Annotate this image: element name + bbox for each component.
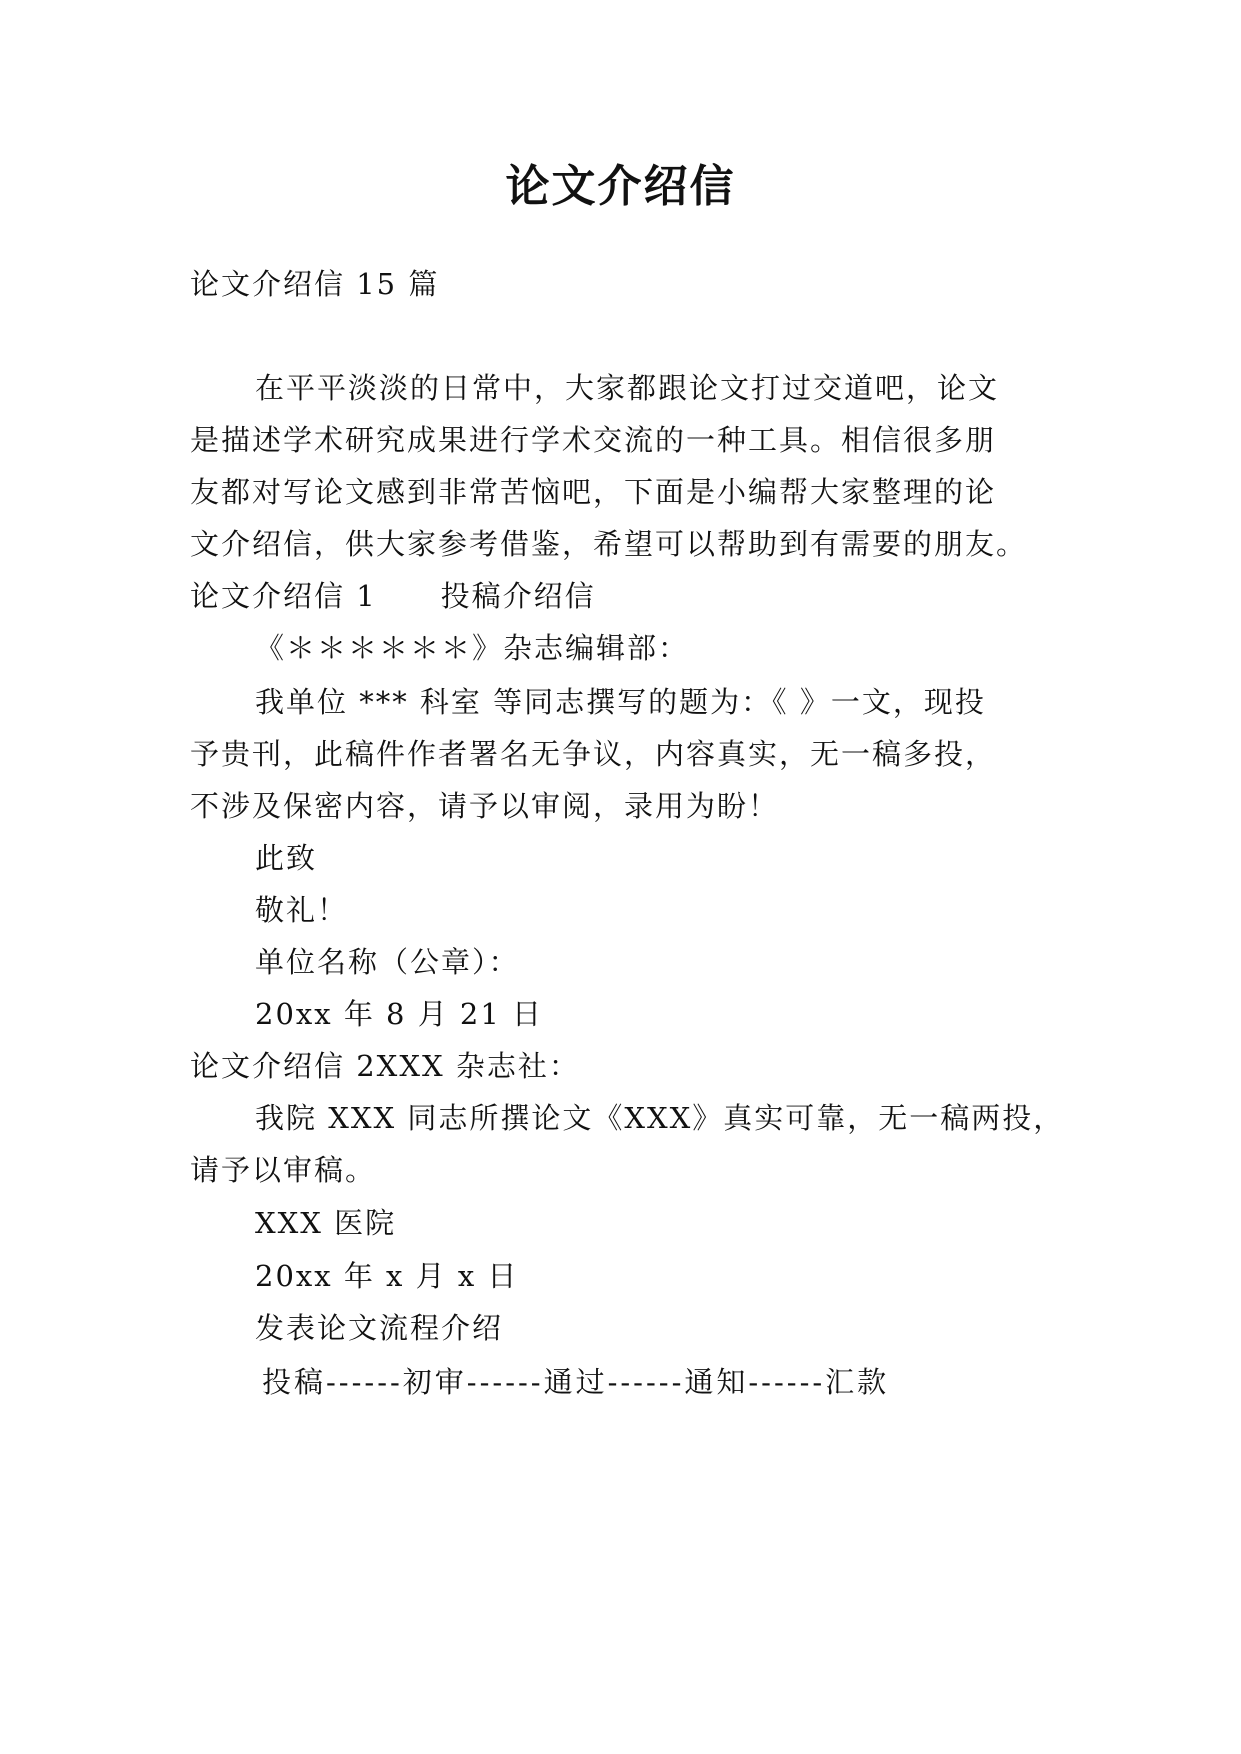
document-title: 论文介绍信 [505,161,736,212]
letter1-body-line-2: 予贵刊，此稿件作者署名无争议，内容真实，无一稿多投， [190,737,997,771]
intro-line-2: 是描述学术研究成果进行学术交流的一种工具。相信很多朋 [190,423,997,457]
intro-line-4: 文介绍信，供大家参考借鉴，希望可以帮助到有需要的朋友。 [190,527,1028,561]
letter2-org: XXX 医院 [255,1206,397,1240]
letter2-body-line-2: 请予以审稿。 [190,1153,377,1187]
letter2-heading: 论文介绍信 2XXX 杂志社： [190,1049,580,1083]
letter1-heading-type: 投稿介绍信 [440,579,596,613]
letter1-heading-number: 论文介绍信 1 [190,579,377,613]
document-subtitle: 论文介绍信 15 篇 [190,267,440,301]
letter1-salutation: 《＊＊＊＊＊＊》杂志编辑部： [255,631,690,665]
letter1-org: 单位名称（公章）： [255,945,520,979]
intro-line-1: 在平平淡淡的日常中，大家都跟论文打过交道吧，论文 [255,371,1000,405]
letter1-closing-2: 敬礼！ [255,893,349,927]
letter1-date: 20xx 年 8 月 21 日 [255,997,544,1031]
process-steps: 投稿------初审------通过------通知------汇款 [262,1365,890,1399]
letter1-body-line-3: 不涉及保密内容，请予以审阅，录用为盼！ [190,789,780,823]
letter1-body-line-1: 我单位 *** 科室 等同志撰写的题为：《 》一文，现投 [255,685,986,719]
letter2-body-line-1: 我院 XXX 同志所撰论文《XXX》真实可靠，无一稿两投， [255,1101,1065,1135]
letter1-heading [190,576,596,616]
intro-line-3: 友都对写论文感到非常苦恼吧，下面是小编帮大家整理的论 [190,475,997,509]
process-title: 发表论文流程介绍 [255,1311,504,1345]
letter1-closing-1: 此致 [255,841,318,875]
letter2-date: 20xx 年 x 月 x 日 [255,1259,519,1293]
